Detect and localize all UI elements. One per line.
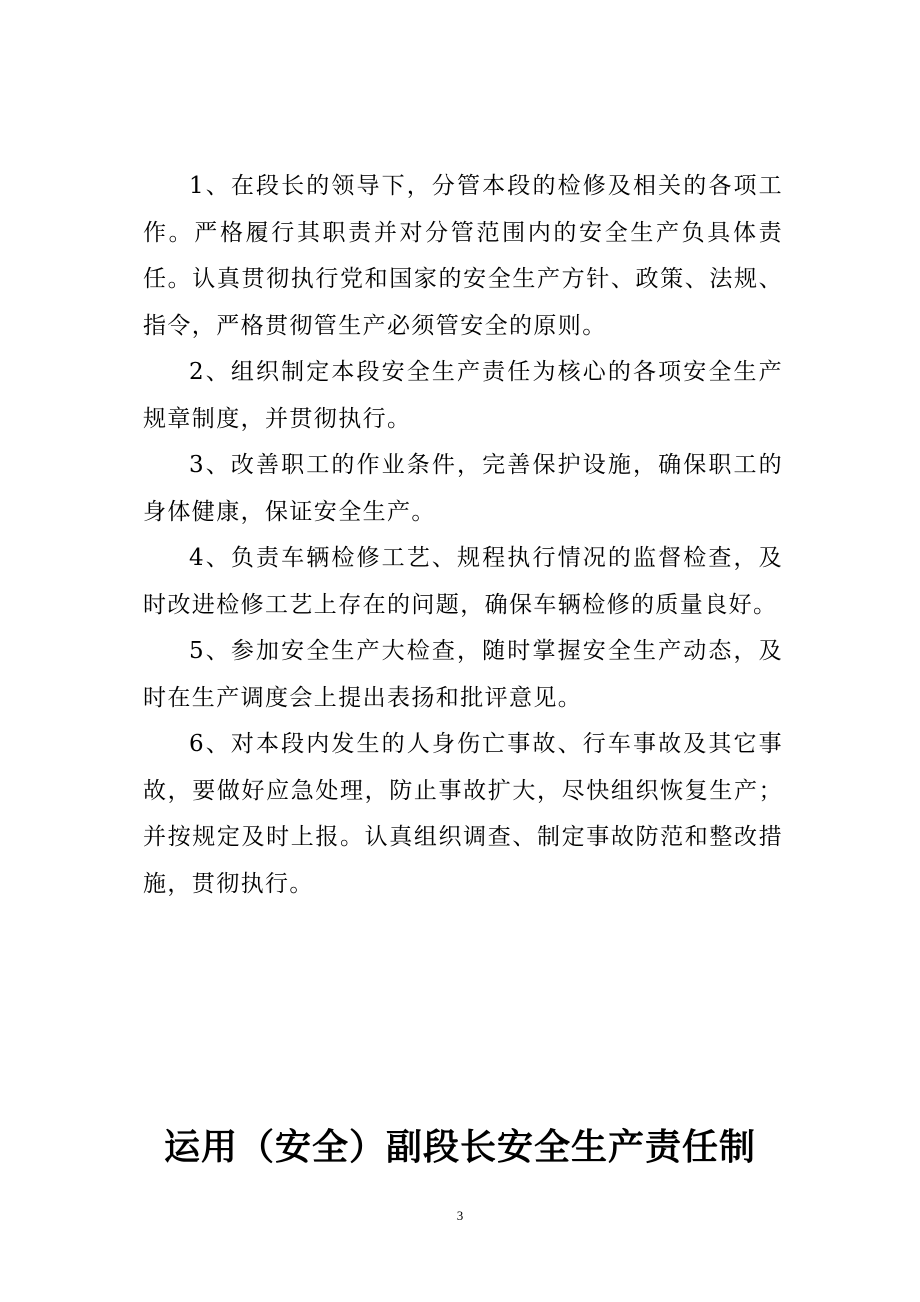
paragraph-2: 2、组织制定本段安全生产责任为核心的各项安全生产规章制度，并贯彻执行。: [143, 359, 783, 432]
paragraph-4: 4、负责车辆检修工艺、规程执行情况的监督检查，及时改进检修工艺上存在的问题，确保车辆检修的质量良好。: [143, 545, 783, 618]
paragraph-1: 1、在段长的领导下，分管本段的检修及相关的各项工作。严格履行其职责并对分管范围内的安全生产负具体责任。认真贯彻执行党和国家的安全生产方针、政策、法规、指令，严格贯彻管生产必须管安全的原则。: [143, 173, 783, 339]
page-number: 3: [456, 1208, 464, 1223]
section-title: 运用（安全）副段长安全生产责任制: [163, 1127, 756, 1168]
paragraph-6: 6、对本段内发生的人身伤亡事故、行车事故及其它事故，要做好应急处理，防止事故扩大，尽快组织恢复生产；并按规定及时上报。认真组织调查、制定事故防范和整改措施，贯彻执行。: [143, 731, 783, 897]
document-body: [143, 163, 783, 907]
paragraph-5: 5、参加安全生产大检查，随时掌握安全生产动态，及时在生产调度会上提出表扬和批评意见。: [143, 638, 783, 711]
paragraph-3: 3、改善职工的作业条件，完善保护设施，确保职工的身体健康，保证安全生产。: [143, 452, 783, 525]
